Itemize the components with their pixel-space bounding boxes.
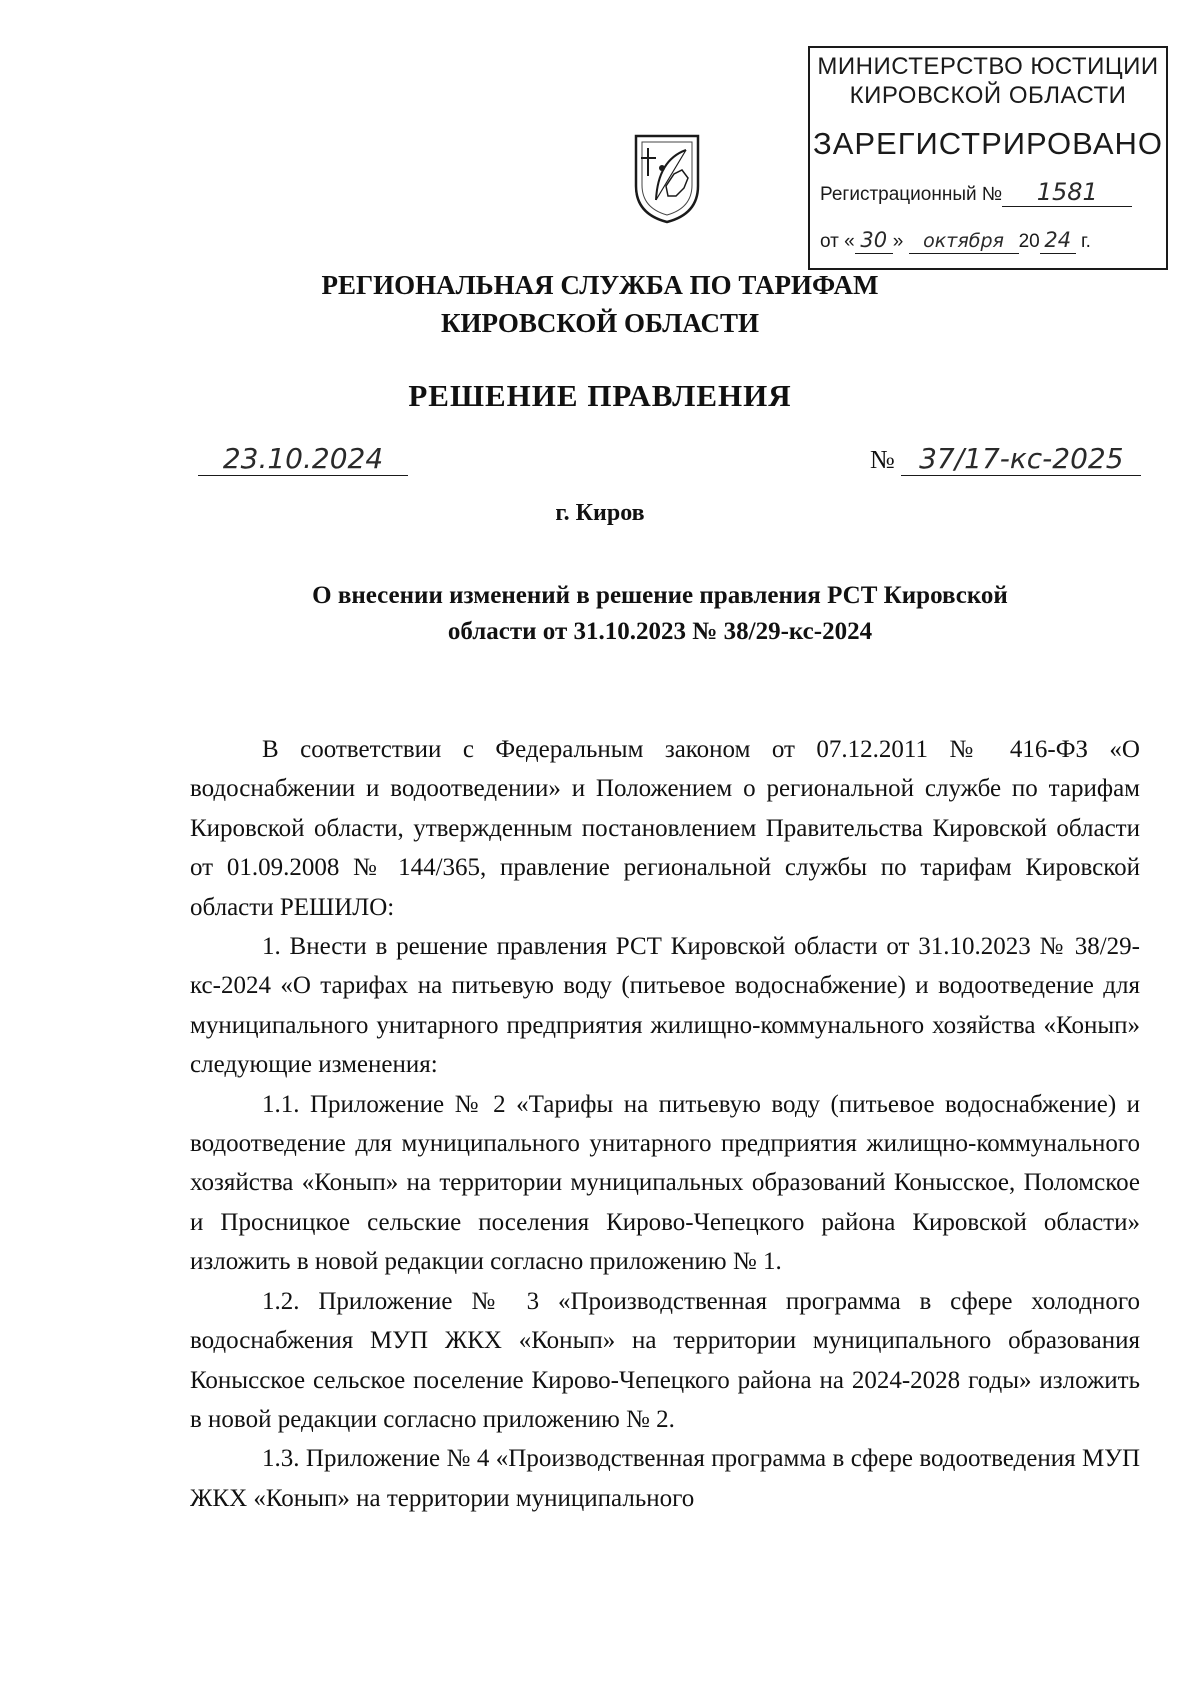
decision-date: 23.10.2024 <box>198 442 408 476</box>
stamp-reg-number: 1581 <box>1036 178 1098 206</box>
paragraph-item-1-1: 1.1. Приложение № 2 «Тарифы на питьевую воду (питьевое водоснабжение) и водоотведение для муниципального унитарного предприятия жилищно-коммунального хозяйства «Конып» на территории муниципальных образований Конысское, Поломское и Просницкое сельские поселения Кирово-Чепецкого района Кировской области» изложить в новой редакции согласно приложению № 1. <box>190 1090 1140 1276</box>
organization-name-line1: РЕГИОНАЛЬНАЯ СЛУЖБА ПО ТАРИФАМ <box>321 270 879 300</box>
stamp-date-from: от <box>820 231 839 252</box>
paragraph-item-1-3: 1.3. Приложение № 4 «Производственная программа в сфере водоотведения МУП ЖКХ «Конып» на территории муниципального <box>190 1445 1140 1512</box>
stamp-date-year-prefix: 20 <box>1018 231 1040 252</box>
subject-line1: О внесении изменений в решение правления РСТ Кировской <box>312 582 1008 609</box>
city: г. Киров <box>555 500 645 526</box>
stamp-date-close-quote: » <box>892 231 904 252</box>
stamp-status: ЗАРЕГИСТРИРОВАНО <box>812 126 1163 161</box>
document-title: РЕШЕНИЕ ПРАВЛЕНИЯ <box>408 378 792 413</box>
coat-of-arms-icon <box>630 130 704 226</box>
registration-stamp <box>808 46 1168 270</box>
decision-subject <box>200 578 1120 650</box>
stamp-date-year-suffix: 24 <box>1044 228 1072 252</box>
subject-line2: области от 31.10.2023 № 38/29-кс-2024 <box>447 618 873 645</box>
stamp-date-row <box>820 228 1160 254</box>
stamp-date-month: октября <box>923 230 1004 252</box>
decision-number: 37/17-кс-2025 <box>901 442 1141 476</box>
stamp-reg-row <box>820 178 1160 207</box>
stamp-reg-label: Регистрационный № <box>820 184 1003 205</box>
stamp-date-open-quote: « <box>844 231 855 252</box>
organization-name-line2: КИРОВСКОЙ ОБЛАСТИ <box>440 308 760 338</box>
stamp-date-day: 30 <box>860 228 888 252</box>
paragraph-preamble: В соответствии с Федеральным законом от 07.12.2011 № 416-ФЗ «О водоснабжении и водоотведении» и Положением о региональной службе по тарифам Кировской области, утвержденным постановлением Правительства Кировской области от 01.09.2008 № 144/365, правление региональной службы по тарифам Кировской области РЕШИЛО: <box>190 736 1140 921</box>
stamp-date-year-mark: г. <box>1081 231 1091 252</box>
number-label: № <box>870 445 895 474</box>
stamp-region-line: КИРОВСКОЙ ОБЛАСТИ <box>849 82 1127 109</box>
paragraph-item-1: 1. Внести в решение правления РСТ Кировской области от 31.10.2023 № 38/29-кс-2024 «О тарифах на питьевую воду (питьевое водоснабжение) и водоотведение для муниципального унитарного предприятия жилищно-коммунального хозяйства «Конып» следующие изменения: <box>190 933 1140 1079</box>
paragraph-item-1-2: 1.2. Приложение № 3 «Производственная программа в сфере холодного водоснабжения МУП ЖКХ «Конып» на территории муниципального образования Конысское сельское поселение Кирово-Чепецкого района на 2024-2028 годы» изложить в новой редакции согласно приложению № 2. <box>190 1287 1140 1433</box>
document-body <box>190 730 1140 1518</box>
stamp-ministry-line: МИНИСТЕРСТВО ЮСТИЦИИ <box>817 53 1159 80</box>
decision-number-block <box>870 442 1141 476</box>
